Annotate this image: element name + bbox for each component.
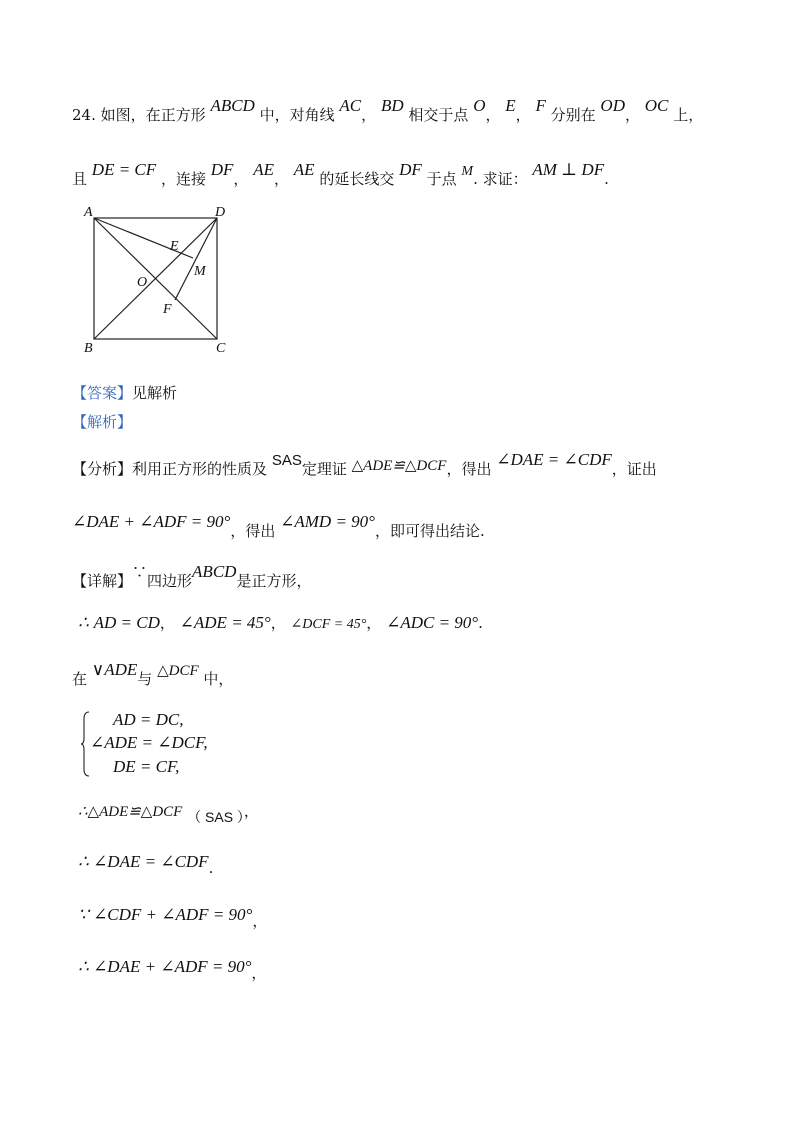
math-angle-eq: ∠DAE = ∠CDF [496, 450, 612, 469]
math-amd-90: ∠AMD = 90° [280, 512, 375, 531]
text: . [208, 859, 214, 877]
text: 且 [72, 170, 88, 188]
system-line-2: ∠ADE = ∠DCF, [90, 733, 208, 752]
analysis-tag-line [72, 411, 132, 432]
math-goal: AM ⊥ DF [532, 160, 605, 179]
math-abcd: ABCD [210, 96, 255, 115]
label-d: D [215, 205, 226, 220]
text: . [478, 614, 483, 632]
system-line-1: AD = DC, [113, 710, 184, 729]
text: 上， [673, 106, 704, 124]
math-ac: AC [339, 96, 362, 115]
text: ，即可得出结论. [374, 522, 485, 540]
text: ， [233, 170, 249, 188]
fenxi-tag: 【分析】 [72, 460, 133, 478]
text: ， [159, 614, 175, 632]
math-od: OD [600, 96, 625, 115]
math-o: O [473, 96, 486, 115]
math-de-cf: DE = CF [91, 160, 157, 179]
math-oc: OC [644, 96, 669, 115]
math-df: DF [210, 160, 234, 179]
text: ， [361, 106, 377, 124]
segment-df [175, 218, 217, 300]
math-sum-90: ∠DAE + ∠ADF = 90° [72, 512, 231, 531]
label-m: M [194, 264, 206, 279]
text: ， [624, 106, 640, 124]
text: ， [252, 912, 268, 930]
text: 分别在 [550, 106, 596, 124]
math-tri-ade: ∨ADE [91, 660, 138, 679]
label-e: E [170, 239, 179, 254]
text: ， [485, 106, 501, 124]
math-f: F [535, 96, 546, 115]
analysis-line-2 [72, 512, 485, 541]
text: ， [515, 106, 531, 124]
label-a: A [84, 205, 93, 220]
label-o: O [137, 275, 148, 290]
math-dae-adf-90: ∴ ∠DAE + ∠ADF = 90° [78, 957, 252, 976]
text: 定理证 [301, 460, 347, 478]
math-ae: AE [253, 160, 274, 179]
math-dcf-45: ∠DCF = 45° [290, 617, 367, 632]
detail-line-7 [78, 904, 268, 930]
math-adc-90: ∠ADC = 90° [386, 613, 479, 632]
square-figure [80, 200, 260, 360]
system-line-3: DE = CF, [113, 757, 180, 776]
text: ， [251, 964, 267, 982]
detail-line-5 [78, 800, 259, 825]
text: ， [243, 802, 259, 820]
answer-line [72, 382, 177, 403]
therefore-symbol: ∴ [78, 613, 89, 632]
text: 中，对角线 [259, 106, 335, 124]
math-e: E [505, 96, 516, 115]
text: 利用正方形的性质及 [132, 460, 268, 478]
sas-reason: （ SAS ） [187, 809, 244, 825]
detail-line-2 [78, 612, 483, 633]
problem-line-1 [72, 96, 704, 125]
text: 中， [203, 670, 234, 688]
math-ad-cd: AD = CD [93, 613, 160, 632]
text: 与 [137, 670, 153, 688]
math-abcd-2: ABCD [192, 562, 237, 581]
math-ade-45: ∠ADE = 45° [179, 613, 271, 632]
detail-tag: 【详解】 [72, 572, 133, 590]
answer-text: 见解析 [132, 384, 178, 402]
text: ， [366, 614, 382, 632]
math-congruence: △ADE≌△DCF [351, 458, 447, 474]
sas-text: SAS [271, 452, 302, 469]
text: ， [273, 170, 289, 188]
analysis-tag: 【解析】 [72, 413, 133, 431]
label-c: C [216, 341, 226, 356]
because-symbol: ∵ [132, 563, 148, 581]
analysis-line-1 [72, 450, 657, 479]
label-f: F [163, 302, 172, 317]
math-dae-cdf: ∴ ∠DAE = ∠CDF [78, 852, 209, 871]
left-brace [80, 711, 90, 777]
math-ae-2: AE [293, 160, 315, 179]
detail-line-6 [78, 852, 214, 877]
text: ，得出 [230, 522, 276, 540]
math-bd: BD [380, 96, 404, 115]
problem-number: 24. [72, 106, 96, 124]
text: ，证出 [611, 460, 657, 478]
text: . [604, 170, 609, 188]
text: 在 [72, 670, 88, 688]
answer-tag: 【答案】 [72, 384, 133, 402]
text: 的延长线交 [319, 170, 395, 188]
text: 相交于点 [408, 106, 469, 124]
problem-line-2 [72, 160, 609, 189]
detail-line-3 [72, 660, 234, 689]
text: 如图，在正方形 [100, 106, 206, 124]
detail-line-1 [72, 562, 312, 591]
math-df-2: DF [399, 160, 422, 179]
text: ，得出 [446, 460, 492, 478]
text: ， [270, 614, 286, 632]
text: . 求证： [473, 170, 528, 188]
text: 于点 [426, 170, 457, 188]
text: 是正方形， [236, 572, 312, 590]
math-cdf-adf-90: ∵ ∠CDF + ∠ADF = 90° [78, 905, 253, 924]
math-congruent: ∴△ADE≌△DCF [78, 804, 183, 820]
label-b: B [84, 341, 93, 356]
math-m: M [461, 164, 474, 179]
text: ，连接 [160, 170, 206, 188]
text: 四边形 [147, 572, 193, 590]
detail-line-8 [78, 956, 267, 982]
math-tri-dcf: △DCF [157, 663, 199, 679]
